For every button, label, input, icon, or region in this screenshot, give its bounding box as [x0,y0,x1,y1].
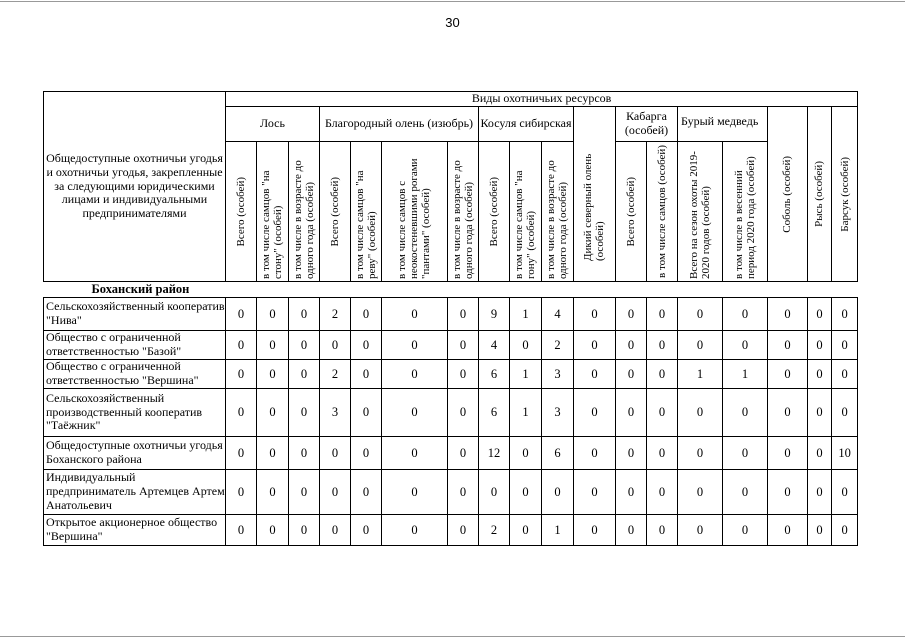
row-value-cell: 0 [351,298,382,331]
row-value-cell: 0 [382,470,448,515]
sub-deer-young-cell [448,142,479,282]
row-value-cell: 0 [832,389,858,437]
row-value-cell: 0 [647,470,678,515]
row-value-cell: 0 [542,470,574,515]
row-value-cell: 0 [257,470,289,515]
row-value-cell: 0 [289,298,320,331]
row-value-cell: 0 [351,360,382,389]
row-value-cell: 4 [542,298,574,331]
row-value-cell: 0 [257,360,289,389]
row-value-cell: 0 [226,470,257,515]
row-value-cell: 0 [768,470,808,515]
data-rows [44,298,858,546]
row-value-cell: 0 [351,331,382,360]
group-elk: Лось [226,107,320,142]
sub-deer-antlers: в том числе самцов с неокостеневшими рогами "пантами" (особей) [396,157,433,279]
row-org-name: Сельскохозяйственный кооператив "Нива" [44,298,226,331]
row-value-cell: 0 [768,437,808,470]
row-org-name: Общество с ограниченной ответственностью "Базой" [44,331,226,360]
row-value-cell: 0 [723,298,768,331]
row-value-cell: 0 [226,515,257,546]
sub-elk-males-cell [257,142,289,282]
row-value-cell: 0 [226,331,257,360]
row-value-cell: 0 [808,515,832,546]
sub-bear-spring-cell [723,142,768,282]
sub-deer-total-cell [320,142,351,282]
row-value-cell: 1 [510,389,542,437]
row-value-cell: 0 [320,437,351,470]
row-value-cell: 0 [808,298,832,331]
row-value-cell: 0 [351,389,382,437]
table-row [44,470,858,515]
row-value-cell: 0 [351,515,382,546]
row-value-cell: 0 [678,470,723,515]
row-value-cell: 0 [510,331,542,360]
row-value-cell: 0 [832,515,858,546]
row-value-cell: 0 [510,470,542,515]
row-value-cell: 0 [616,389,647,437]
row-value-cell: 12 [479,437,510,470]
group-brown-bear: Бурый медведь [678,107,768,142]
row-value-cell: 0 [226,298,257,331]
row-value-cell: 0 [616,470,647,515]
row-org-name: Сельскохозяйственный производственный кооператив "Таёжник" [44,389,226,437]
row-value-cell: 0 [832,360,858,389]
row-value-cell: 0 [647,298,678,331]
row-value-cell: 6 [479,360,510,389]
table-row [44,515,858,546]
sub-elk-young-cell [289,142,320,282]
row-value-cell: 0 [832,331,858,360]
row-value-cell: 0 [382,515,448,546]
row-value-cell: 0 [616,437,647,470]
row-value-cell: 1 [510,360,542,389]
sub-deer-young: в том числе в возрасте до одного года (особей) [450,159,475,279]
sub-roe-males-cell [510,142,542,282]
table-row [44,360,858,389]
scan-bottom-edge [0,636,905,637]
row-value-cell: 0 [574,331,616,360]
row-value-cell: 2 [320,360,351,389]
sub-roe-total-cell [479,142,510,282]
scan-top-edge [0,1,905,2]
group-reindeer-cell [574,107,616,282]
row-value-cell: 0 [289,331,320,360]
row-value-cell: 0 [678,331,723,360]
row-value-cell: 9 [479,298,510,331]
row-value-cell: 0 [289,470,320,515]
group-red-deer: Благородный олень (изюбрь) [320,107,479,142]
row-value-cell: 0 [448,298,479,331]
group-lynx-cell [808,107,832,282]
table-row [44,331,858,360]
row-value-cell: 0 [351,470,382,515]
row-value-cell: 0 [382,437,448,470]
sub-musk-males: в том числе самцов (особей) [655,145,668,278]
row-value-cell: 0 [768,389,808,437]
row-value-cell: 0 [808,389,832,437]
row-value-cell: 0 [808,437,832,470]
row-value-cell: 0 [832,298,858,331]
row-value-cell: 0 [768,360,808,389]
row-value-cell: 0 [768,298,808,331]
left-header-text: Общедоступные охотничьи угодья и охотничьи угодья, закрепленные за следующими юридическими лицами и индивидуальными предпринимателями [46,151,223,221]
row-value-cell: 0 [257,389,289,437]
row-value-cell: 0 [574,515,616,546]
row-value-cell: 0 [226,437,257,470]
table-row [44,437,858,470]
row-value-cell: 6 [542,437,574,470]
district-row [44,282,858,298]
district-name: Боханский район [44,282,858,298]
row-org-name: Общедоступные охотничьи угодья Боханского района [44,437,226,470]
group-musk-deer: Кабарга (особей) [616,107,678,142]
row-value-cell: 1 [542,515,574,546]
row-value-cell: 0 [678,515,723,546]
row-value-cell: 0 [479,470,510,515]
row-value-cell: 0 [574,298,616,331]
row-value-cell: 0 [510,437,542,470]
row-value-cell: 1 [510,298,542,331]
sub-bear-spring: в том числе в весенний период 2020 года (особей) [732,155,757,279]
page-number: 30 [445,15,460,30]
sub-deer-males: в том числе самцов "на реву" (особей) [353,170,378,279]
row-value-cell: 2 [479,515,510,546]
row-value-cell: 3 [542,389,574,437]
row-value-cell: 0 [647,360,678,389]
table-row [44,389,858,437]
group-sable-cell [768,107,808,282]
row-value-cell: 0 [226,389,257,437]
row-value-cell: 0 [448,331,479,360]
row-value-cell: 0 [289,389,320,437]
row-value-cell: 10 [832,437,858,470]
row-value-cell: 0 [808,331,832,360]
row-value-cell: 2 [320,298,351,331]
row-value-cell: 0 [257,298,289,331]
row-value-cell: 0 [832,470,858,515]
group-lynx: Рысь (особей) [813,161,826,227]
row-value-cell: 0 [723,437,768,470]
row-value-cell: 0 [448,360,479,389]
row-value-cell: 0 [768,515,808,546]
sub-elk-young: в том числе в возрасте до одного года (особей) [291,159,316,279]
row-value-cell: 0 [574,389,616,437]
row-value-cell: 0 [574,470,616,515]
sub-elk-males: в том числе самцов "на стону" (особей) [260,170,285,279]
row-value-cell: 0 [257,437,289,470]
row-value-cell: 0 [616,515,647,546]
row-value-cell: 0 [382,298,448,331]
row-value-cell: 0 [510,515,542,546]
row-value-cell: 0 [448,389,479,437]
row-org-name: Общество с ограниченной ответственностью "Вершина" [44,360,226,389]
row-value-cell: 0 [448,515,479,546]
sub-roe-total: Всего (особей) [487,176,500,247]
row-value-cell: 0 [574,360,616,389]
row-value-cell: 1 [678,360,723,389]
table-row [44,298,858,331]
row-value-cell: 4 [479,331,510,360]
row-value-cell: 0 [574,437,616,470]
row-value-cell: 0 [616,331,647,360]
row-value-cell: 1 [723,360,768,389]
row-value-cell: 0 [808,360,832,389]
row-value-cell: 0 [382,360,448,389]
row-value-cell: 0 [678,298,723,331]
sub-roe-young-cell [542,142,574,282]
sub-bear-season: Всего на сезон охоты 2019-2020 годов (особей) [687,150,712,279]
row-value-cell: 0 [320,515,351,546]
row-value-cell: 0 [647,331,678,360]
row-value-cell: 0 [289,437,320,470]
row-value-cell: 0 [678,437,723,470]
group-roe-deer: Косуля сибирская [479,107,574,142]
row-value-cell: 0 [616,360,647,389]
row-value-cell: 0 [768,331,808,360]
left-header-cell [44,92,226,282]
group-badger-cell [832,107,858,282]
row-value-cell: 0 [382,389,448,437]
row-value-cell: 0 [448,470,479,515]
row-value-cell: 0 [647,437,678,470]
row-value-cell: 0 [320,331,351,360]
row-value-cell: 0 [616,298,647,331]
row-value-cell: 0 [257,331,289,360]
row-value-cell: 3 [542,360,574,389]
row-value-cell: 0 [647,515,678,546]
sub-deer-antlers-cell [382,142,448,282]
row-value-cell: 0 [257,515,289,546]
group-sable: Соболь (особей) [781,155,794,233]
group-reindeer: Дикий северный олень (особей) [582,153,607,261]
row-value-cell: 2 [542,331,574,360]
sub-musk-males-cell [647,142,678,282]
sub-musk-total: Всего (особей) [624,176,637,247]
row-value-cell: 0 [647,389,678,437]
sub-bear-season-cell [678,142,723,282]
row-value-cell: 0 [678,389,723,437]
row-value-cell: 0 [320,470,351,515]
sub-roe-young: в том числе в возрасте до одного года (особей) [545,159,570,279]
sub-elk-total: Всего (особей) [234,176,247,247]
row-value-cell: 3 [320,389,351,437]
header-row-1 [44,92,858,107]
row-value-cell: 0 [723,515,768,546]
row-value-cell: 0 [723,470,768,515]
row-value-cell: 0 [351,437,382,470]
row-value-cell: 0 [226,360,257,389]
resources-title: Виды охотничьих ресурсов [226,92,858,107]
row-org-name: Открытое акционерное общество "Вершина" [44,515,226,546]
row-org-name: Индивидуальный предприниматель Артемцев Артем Анатольевич [44,470,226,515]
row-value-cell: 0 [448,437,479,470]
row-value-cell: 0 [808,470,832,515]
row-value-cell: 0 [289,360,320,389]
sub-deer-males-cell [351,142,382,282]
group-badger: Барсук (особей) [838,156,851,232]
sub-deer-total: Всего (особей) [328,176,341,247]
sub-roe-males: в том числе самцов "на гону" (особей) [513,170,538,279]
hunting-resources-table [43,91,858,546]
row-value-cell: 0 [723,331,768,360]
row-value-cell: 0 [382,331,448,360]
sub-musk-total-cell [616,142,647,282]
sub-elk-total-cell [226,142,257,282]
row-value-cell: 0 [723,389,768,437]
row-value-cell: 6 [479,389,510,437]
row-value-cell: 0 [289,515,320,546]
